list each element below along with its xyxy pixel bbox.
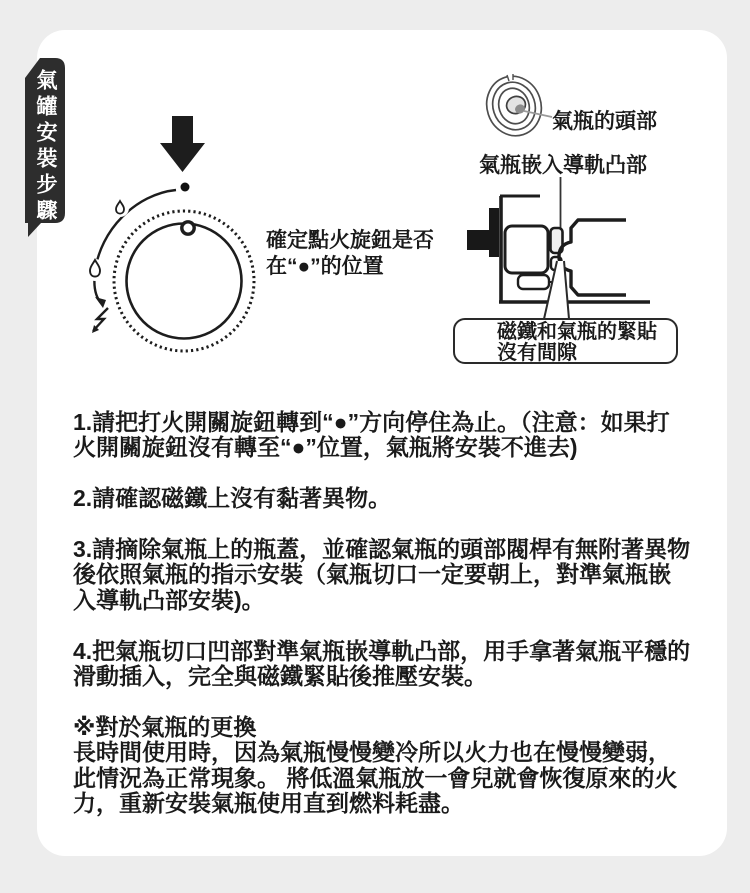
knob-marker-icon bbox=[182, 222, 194, 234]
no-gap-callout bbox=[453, 318, 678, 364]
arc-arrowhead-icon bbox=[95, 297, 106, 308]
rail-protrusion-label: 氣瓶嵌入導軌凸部 bbox=[479, 154, 647, 177]
step-3: 3.請摘除氣瓶上的瓶蓋，並確認氣瓶的頭部閥桿有無附著異物後依照氣瓶的指示安裝（氣瓶切口一定要朝上，對準氣瓶嵌入導軌凸部安裝)。 bbox=[73, 536, 691, 613]
step-1: 1.請把打火開關旋鈕轉到“●”方向停住為止。（注意：如果打火開關旋鈕沒有轉至“●”位置，氣瓶將安裝不進去) bbox=[73, 409, 670, 461]
ribbon-title: 氣罐安裝步驟 bbox=[34, 69, 57, 225]
gas-canister-outline bbox=[559, 220, 626, 295]
valve-stem-icon bbox=[504, 94, 527, 116]
knob-caption-line1: 確定點火旋鈕是否 bbox=[266, 229, 434, 252]
step-2: 2.請確認磁鐵上沒有黏著異物。 bbox=[73, 485, 392, 512]
magnet-base bbox=[518, 275, 549, 289]
magnet-body bbox=[505, 226, 548, 273]
ignition-knob-illustration bbox=[88, 100, 273, 375]
canister-head-label: 氣瓶的頭部 bbox=[552, 110, 657, 133]
note-title: ※對於氣瓶的更換 bbox=[73, 713, 257, 740]
replacement-note bbox=[73, 715, 691, 817]
knob-caption-line2: 在“●”的位置 bbox=[266, 255, 384, 278]
step-4: 4.把氣瓶切口凹部對準氣瓶嵌導軌凸部，用手拿著氣瓶平穩的滑動插入，完全與磁鐵緊貼後推壓安裝。 bbox=[73, 637, 691, 690]
instruction-steps bbox=[73, 410, 691, 816]
down-arrow-icon bbox=[160, 116, 205, 172]
callout-line2: 沒有間隙 bbox=[497, 342, 577, 364]
position-dot-icon bbox=[181, 183, 190, 192]
note-body: 長時間使用時，因為氣瓶慢慢變冷所以火力也在慢慢變弱，此情況為正常現象。 將低溫氣瓶放一會兒就會恢復原來的火力，重新安裝氣瓶使用直到燃料耗盡。 bbox=[73, 739, 678, 817]
canister-head-icon bbox=[482, 70, 554, 142]
knob-caption bbox=[266, 228, 446, 280]
callout-line1: 磁鐵和氣瓶的緊貼 bbox=[497, 321, 657, 343]
shaft-tab bbox=[467, 230, 491, 250]
knob-dial-inner-icon bbox=[127, 224, 242, 339]
